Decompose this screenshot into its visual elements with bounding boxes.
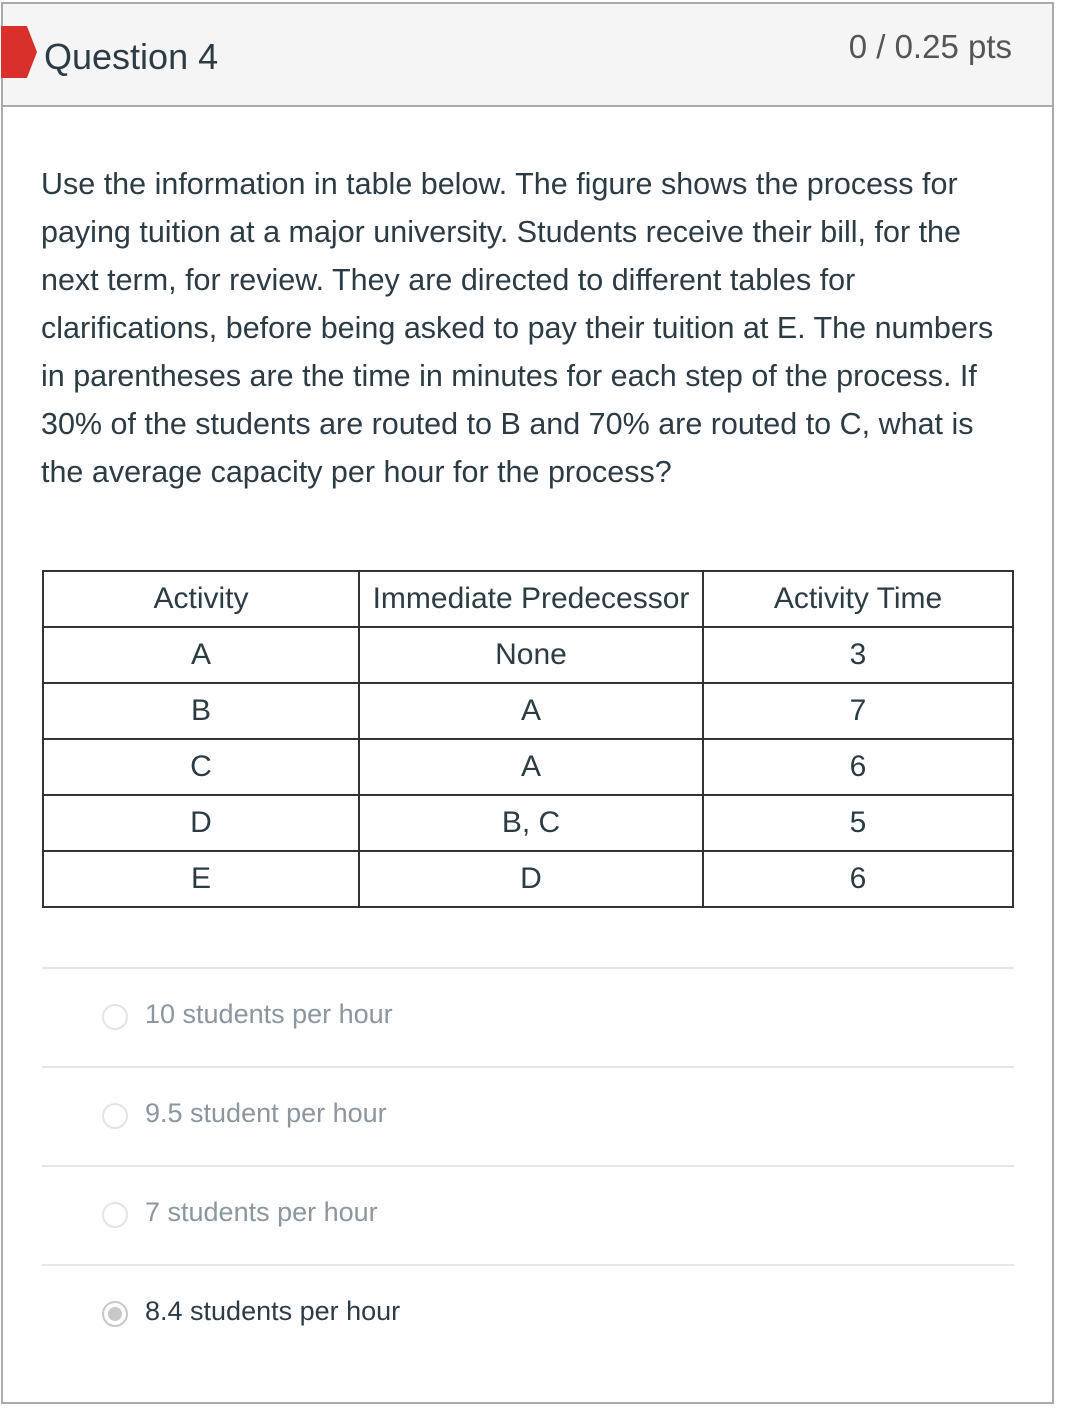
table-cell: D xyxy=(359,851,703,907)
table-cell: 6 xyxy=(703,739,1013,795)
answer-option[interactable] xyxy=(42,1264,1014,1365)
table-cell: C xyxy=(43,739,359,795)
radio-button[interactable] xyxy=(102,1103,128,1129)
column-header: Activity Time xyxy=(703,571,1013,627)
radio-button[interactable] xyxy=(102,1301,128,1327)
answer-option[interactable] xyxy=(42,967,1014,1068)
incorrect-flag-icon xyxy=(1,26,37,78)
table-cell: A xyxy=(359,739,703,795)
answer-option[interactable] xyxy=(42,1165,1014,1266)
answer-label[interactable]: 8.4 students per hour xyxy=(145,1296,401,1326)
table-cell: D xyxy=(43,795,359,851)
question-title: Question 4 xyxy=(44,36,219,77)
table-row xyxy=(43,739,1013,795)
question-points: 0 / 0.25 pts xyxy=(848,28,1012,65)
question-text: Use the information in table below. The figure shows the process for paying tuition at a major university. Students receive their bill, for the next term, for review. They are directed to different tables for clarifications, before being asked to pay their tuition at E. The numbers in parentheses are the time in minutes for each step of the process. If 30% of the students are routed to B and 70% are routed to C, what is the average capacity per hour for the process? xyxy=(41,167,994,489)
radio-button[interactable] xyxy=(102,1202,128,1228)
question-header xyxy=(3,4,1052,107)
answer-option[interactable] xyxy=(42,1066,1014,1167)
table-row xyxy=(43,795,1013,851)
table-row xyxy=(43,683,1013,739)
table-cell: B, C xyxy=(359,795,703,851)
answer-label[interactable]: 7 students per hour xyxy=(145,1197,378,1227)
column-header: Immediate Predecessor xyxy=(359,571,703,627)
table-cell: 3 xyxy=(703,627,1013,683)
column-header: Activity xyxy=(43,571,359,627)
table-cell: E xyxy=(43,851,359,907)
table-cell: 7 xyxy=(703,683,1013,739)
answer-label[interactable]: 10 students per hour xyxy=(145,999,393,1029)
answer-label[interactable]: 9.5 student per hour xyxy=(145,1098,387,1128)
table-header-row xyxy=(43,571,1013,627)
table-cell: None xyxy=(359,627,703,683)
table-cell: 6 xyxy=(703,851,1013,907)
table-row xyxy=(43,627,1013,683)
table-cell: A xyxy=(359,683,703,739)
table-row xyxy=(43,851,1013,907)
table-cell: A xyxy=(43,627,359,683)
radio-button[interactable] xyxy=(102,1004,128,1030)
table-cell: 5 xyxy=(703,795,1013,851)
table-cell: B xyxy=(43,683,359,739)
activity-table xyxy=(42,570,1014,908)
